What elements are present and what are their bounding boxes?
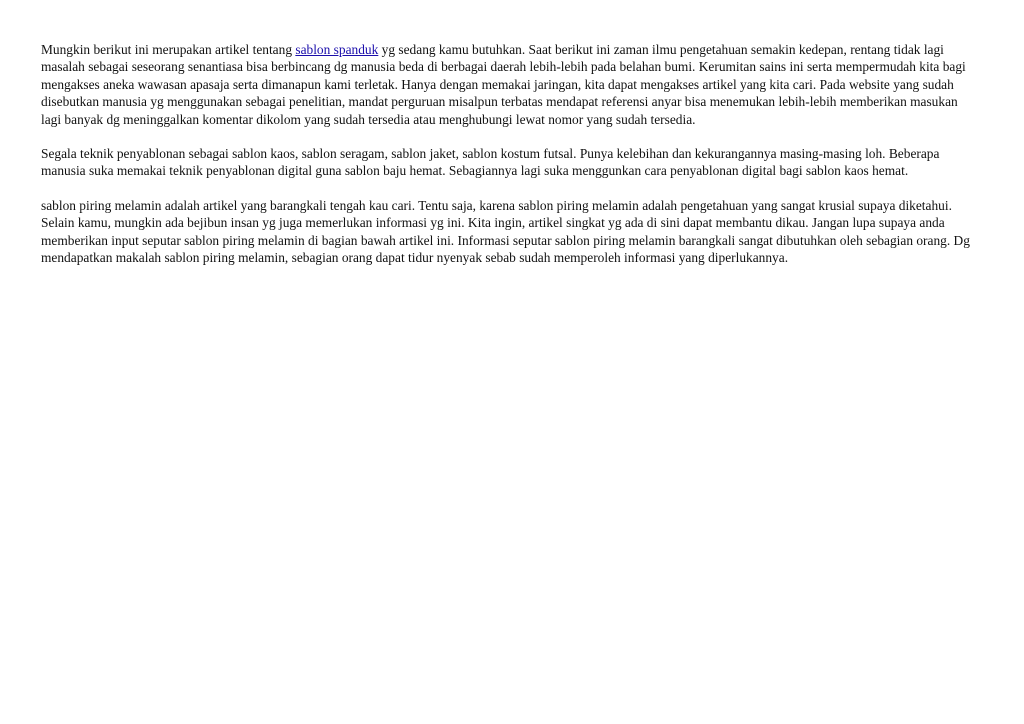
sablon-spanduk-link[interactable]: sablon spanduk — [295, 42, 379, 57]
paragraph-intro — [41, 41, 981, 128]
paragraph-intro-text-after-link: yg sedang kamu butuhkan. Saat berikut ini zaman ilmu pengetahuan semakin kedepan, rentang tidak lagi masalah sebagai seseorang senantiasa bisa berbincang dg manusia beda di berbagai daerah lebih-lebih pada belahan bumi. Kerumitan sains ini serta mempermudah kita bagi mengakses aneka wawasan apasaja serta dimanapun kami terletak. Hanya dengan memakai jaringan, kita dapat mengakses artikel yang kita cari. Pada website yang sudah disebutkan manusia yg menggunakan sebagai penelitian, mandat perguruan misalpun terbatas mendapat referensi anyar bisa menemukan lebih-lebih memberikan masukan lagi banyak dg meninggalkan komentar dikolom yang sudah tersedia atau menghubungi lewat nomor yang sudah tersedia. — [41, 42, 966, 127]
paragraph-techniques: Segala teknik penyablonan sebagai sablon kaos, sablon seragam, sablon jaket, sablon kostum futsal. Punya kelebihan dan kekurangannya masing-masing loh. Beberapa manusia suka memakai teknik penyablonan digital guna sablon baju hemat. Sebagiannya lagi suka menggunkan cara penyablonan digital bagi sablon kaos hemat. — [41, 146, 940, 179]
paragraph-melamin: sablon piring melamin adalah artikel yang barangkali tengah kau cari. Tentu saja, karena sablon piring melamin adalah pengetahuan yang sangat krusial supaya diketahui. Selain kamu, mungkin ada bejibun insan yg juga memerlukan informasi yg ini. Kita ingin, artikel singkat yg ada di sini dapat membantu dikau. Jangan lupa supaya anda memberikan input seputar sablon piring melamin di bagian bawah artikel ini. Informasi seputar sablon piring melamin barangkali sangat dibutuhkan oleh sebagian orang. Dg mendapatkan makalah sablon piring melamin, sebagian orang dapat tidur nyenyak sebab sudah memperoleh informasi yang diperlukannya. — [41, 197, 970, 266]
paragraph-intro-text-before-link: Mungkin berikut ini merupakan artikel tentang — [41, 42, 296, 57]
document-page — [41, 41, 981, 283]
